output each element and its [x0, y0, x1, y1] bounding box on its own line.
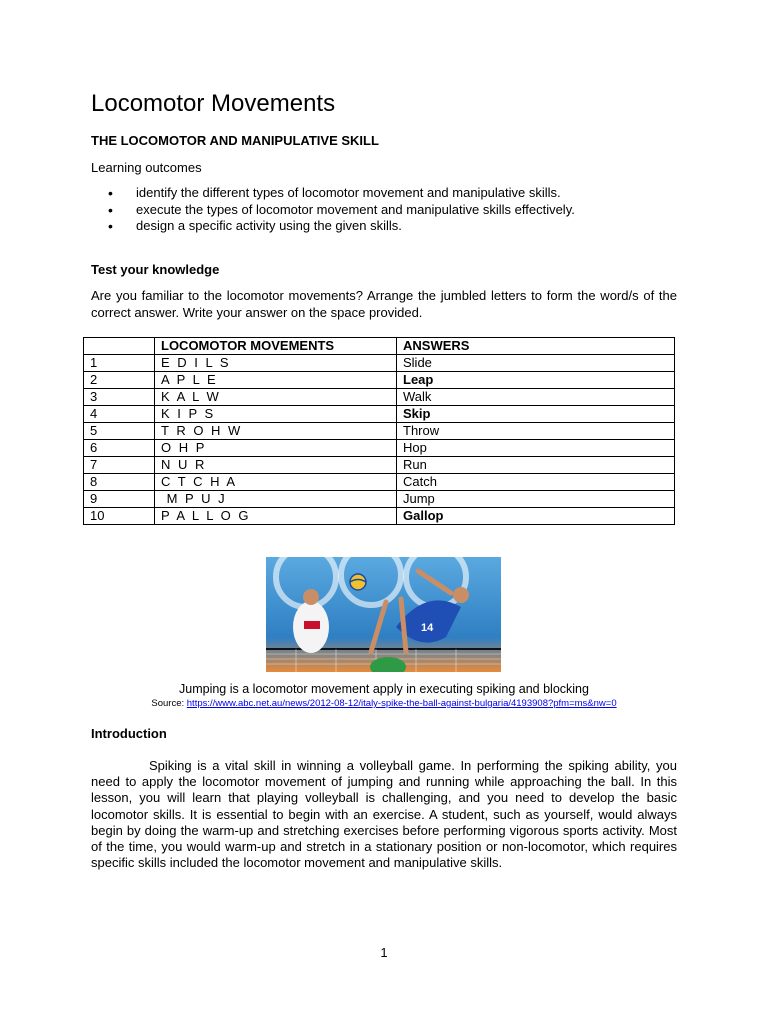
cell-number: 7	[84, 457, 155, 474]
table-body	[84, 355, 675, 525]
cell-jumbled-letters: O H P	[155, 440, 397, 457]
header-answers: ANSWERS	[397, 338, 675, 355]
cell-jumbled-letters: E D I L S	[155, 355, 397, 372]
cell-number: 4	[84, 406, 155, 423]
cell-answer: Hop	[397, 440, 675, 457]
source-label: Source:	[151, 698, 187, 709]
test-heading: Test your knowledge	[91, 262, 220, 277]
cell-jumbled-letters: K A L W	[155, 389, 397, 406]
cell-answer: Jump	[397, 491, 675, 508]
cell-jumbled-letters: P A L L O G	[155, 508, 397, 525]
locomotor-table	[83, 337, 675, 525]
table-row	[84, 440, 675, 457]
cell-number: 1	[84, 355, 155, 372]
cell-number: 8	[84, 474, 155, 491]
cell-number: 10	[84, 508, 155, 525]
header-movements: LOCOMOTOR MOVEMENTS	[155, 338, 397, 355]
table-header-row	[84, 338, 675, 355]
table-row	[84, 406, 675, 423]
introduction-heading: Introduction	[91, 726, 167, 741]
section-subtitle: THE LOCOMOTOR AND MANIPULATIVE SKILL	[91, 133, 379, 148]
cell-answer: Run	[397, 457, 675, 474]
header-number	[84, 338, 155, 355]
list-item: • design a specific activity using the given skills.	[108, 218, 575, 235]
list-item: • execute the types of locomotor movement and manipulative skills effectively.	[108, 202, 575, 219]
table-row	[84, 474, 675, 491]
cell-answer: Leap	[397, 372, 675, 389]
source-link[interactable]: https://www.abc.net.au/news/2012-08-12/italy-spike-the-ball-against-bulgaria/4193908?pfm=ms&nw=0	[186, 698, 617, 709]
volleyball-spike-image	[266, 557, 501, 672]
page-number: 1	[380, 945, 388, 960]
table-row	[84, 372, 675, 389]
page-title: Locomotor Movements	[91, 90, 336, 117]
cell-number: 3	[84, 389, 155, 406]
figure-source	[0, 698, 768, 709]
cell-answer: Walk	[397, 389, 675, 406]
jersey-number: 14	[421, 622, 434, 634]
cell-answer: Skip	[397, 406, 675, 423]
introduction-paragraph: Spiking is a vital skill in winning a volleyball game. In performing the spiking ability, you need to apply the locomotor movement of jumping and running while approaching the ball. In this lesson, you will learn that playing volleyball is challenging, and you need to develop the basic locomotor skills. It is essential to begin with an exercise. A student, such as yourself, would always begin by doing the warm-up and stretching exercises before performing vigorous sports activity. Most of the time, you would warm-up and stretch in a stationary position or non-locomotor, which requires specific skills included the locomotor movement and manipulative skills.	[91, 758, 677, 871]
list-item: • identify the different types of locomotor movement and manipulative skills.	[108, 185, 575, 202]
cell-jumbled-letters: C T C H A	[155, 474, 397, 491]
cell-number: 2	[84, 372, 155, 389]
table-row	[84, 389, 675, 406]
learning-outcomes-heading: Learning outcomes	[91, 160, 202, 175]
cell-number: 6	[84, 440, 155, 457]
learning-outcomes-list	[108, 185, 575, 235]
test-instructions: Are you familiar to the locomotor movements? Arrange the jumbled letters to form the word/s of the correct answer. Write your answer on the space provided.	[91, 288, 677, 320]
table-row	[84, 423, 675, 440]
cell-answer: Slide	[397, 355, 675, 372]
cell-number: 5	[84, 423, 155, 440]
cell-jumbled-letters: T R O H W	[155, 423, 397, 440]
cell-answer: Catch	[397, 474, 675, 491]
table-row	[84, 508, 675, 525]
cell-number: 9	[84, 491, 155, 508]
cell-jumbled-letters: K I P S	[155, 406, 397, 423]
volleyball-photo	[266, 557, 501, 672]
table-row	[84, 457, 675, 474]
cell-jumbled-letters: N U R	[155, 457, 397, 474]
cell-answer: Throw	[397, 423, 675, 440]
cell-answer: Gallop	[397, 508, 675, 525]
cell-jumbled-letters: A P L E	[155, 372, 397, 389]
cell-jumbled-letters: M P U J	[155, 491, 397, 508]
figure-caption: Jumping is a locomotor movement apply in executing spiking and blocking	[179, 682, 589, 696]
table-row	[84, 491, 675, 508]
table-row	[84, 355, 675, 372]
